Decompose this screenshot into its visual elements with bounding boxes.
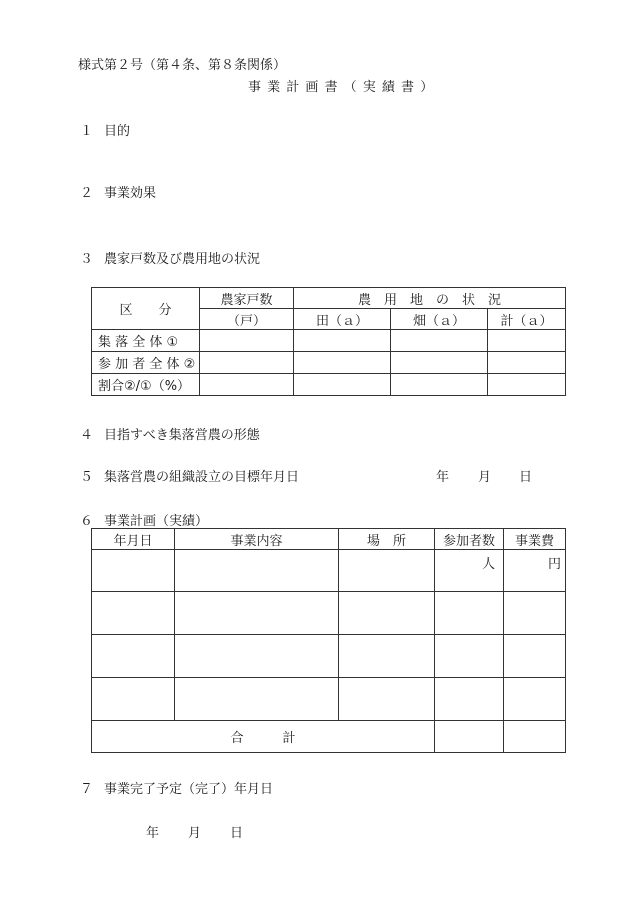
participants-header: 参加者数	[435, 529, 504, 550]
section-1-number: １	[80, 124, 94, 139]
cell	[504, 592, 566, 635]
section-6-number: ６	[80, 514, 94, 529]
cell	[504, 678, 566, 721]
section-5-label: 集落営農の組織設立の目標年月日	[104, 470, 300, 485]
cell	[200, 374, 294, 396]
cell	[200, 352, 294, 374]
cell	[488, 374, 566, 396]
form-number: 様式第２号（第４条、第８条関係）	[78, 58, 287, 73]
cell	[294, 374, 391, 396]
section-7-year: 年	[146, 826, 160, 841]
land-status-header: 農 用 地 の 状 況	[294, 288, 566, 309]
yen-unit: 円	[547, 557, 561, 572]
cell	[200, 330, 294, 352]
row-label-village: 集 落 全 体 ①	[92, 330, 200, 352]
section-7-label: 事業完了予定（完了）年月日	[104, 782, 274, 797]
cell	[294, 352, 391, 374]
cell	[391, 330, 488, 352]
project-plan-table	[91, 528, 566, 753]
cell	[435, 678, 504, 721]
section-4-label: 目指すべき集落営農の形態	[104, 428, 260, 443]
place-header: 場 所	[339, 529, 435, 550]
cell	[339, 592, 435, 635]
cell	[488, 330, 566, 352]
cell	[175, 635, 339, 678]
document-title: 事 業 計 画 書 （ 実 績 書 ）	[248, 80, 435, 95]
section-7-number: ７	[80, 782, 94, 797]
cell	[391, 374, 488, 396]
cell	[435, 721, 504, 753]
cell	[391, 352, 488, 374]
cell	[175, 550, 339, 592]
section-3-number: ３	[80, 252, 94, 267]
rice-paddy-header: 田（ａ）	[294, 309, 391, 330]
farmland-status-table	[91, 287, 566, 396]
section-5-number: ５	[80, 470, 94, 485]
section-5-year: 年	[436, 470, 450, 485]
cell	[504, 550, 566, 592]
section-4-number: ４	[80, 428, 94, 443]
total-label: 合 計	[92, 721, 435, 753]
date-header: 年月日	[92, 529, 175, 550]
cell	[92, 678, 175, 721]
households-header: 農家戸数	[200, 288, 294, 309]
cell	[92, 550, 175, 592]
cell	[175, 592, 339, 635]
kubun-header: 区 分	[92, 288, 200, 330]
cell	[435, 592, 504, 635]
cell	[504, 635, 566, 678]
cell	[339, 678, 435, 721]
cost-header: 事業費	[504, 529, 566, 550]
cell	[92, 635, 175, 678]
cell	[175, 678, 339, 721]
section-2-number: ２	[80, 186, 94, 201]
row-label-participants: 参 加 者 全 体 ②	[92, 352, 200, 374]
cell	[339, 550, 435, 592]
section-5-day: 日	[519, 470, 533, 485]
section-7-day: 日	[230, 826, 244, 841]
section-3-label: 農家戸数及び農用地の状況	[104, 252, 261, 267]
cell	[294, 330, 391, 352]
content-header: 事業内容	[175, 529, 339, 550]
total-area-header: 計（ａ）	[488, 309, 566, 330]
person-unit: 人	[481, 557, 495, 572]
row-label-ratio: 割合②/①（%）	[92, 374, 200, 396]
section-2-label: 事業効果	[104, 186, 157, 201]
cell	[435, 635, 504, 678]
section-5-month: 月	[478, 470, 492, 485]
upland-field-header: 畑（ａ）	[391, 309, 488, 330]
section-6-label: 事業計画（実績）	[104, 514, 209, 529]
households-unit: （戸）	[200, 309, 294, 330]
cell	[92, 592, 175, 635]
cell	[339, 635, 435, 678]
section-1-label: 目的	[104, 124, 131, 139]
cell	[504, 721, 566, 753]
section-7-month: 月	[188, 826, 202, 841]
cell	[435, 550, 504, 592]
cell	[488, 352, 566, 374]
